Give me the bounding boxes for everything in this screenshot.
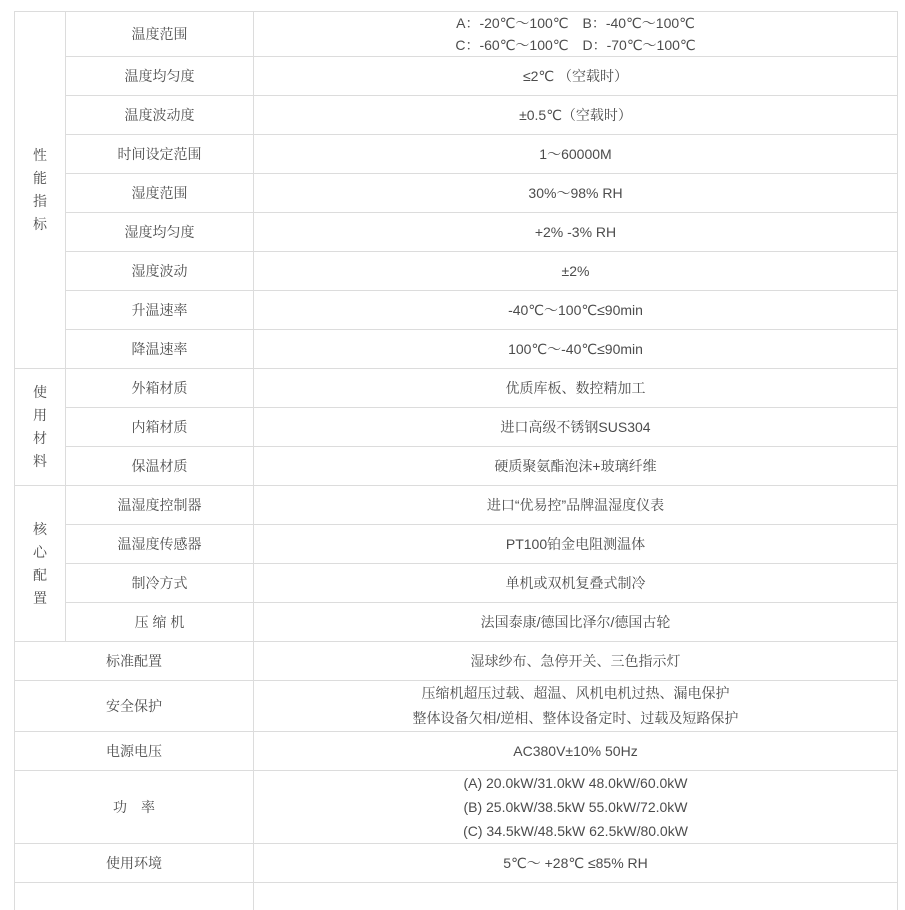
value-cell: 硬质聚氨酯泡沫+玻璃纤维 (254, 447, 898, 486)
table-row (15, 486, 898, 525)
value-line: 压缩机超压过载、超温、风机电机过热、漏电保护 (421, 685, 730, 701)
partial-row (15, 883, 898, 910)
param-label-cell: 温湿度传感器 (66, 525, 254, 564)
value-cell (254, 681, 898, 732)
value-cell: 100℃～-40℃≤90min (254, 330, 898, 369)
category-label: 核心配置 (33, 520, 47, 606)
table-row (15, 369, 898, 408)
param-label-cell: 电源电压 (15, 732, 254, 771)
param-label-cell: 降温速率 (66, 330, 254, 369)
param-label-cell: 温度波动度 (66, 96, 254, 135)
spec-table (14, 11, 898, 910)
param-label-cell: 制冷方式 (66, 564, 254, 603)
value-cell: 进口高级不锈钢SUS304 (254, 408, 898, 447)
param-label-cell: 温度均匀度 (66, 57, 254, 96)
table-row (15, 681, 898, 732)
value-line: 整体设备欠相/逆相、整体设备定时、过载及短路保护 (412, 710, 739, 726)
param-label-cell: 湿度范围 (66, 174, 254, 213)
param-label-cell: 压 缩 机 (66, 603, 254, 642)
value-cell: 1～60000M (254, 135, 898, 174)
param-label-cell: 湿度均匀度 (66, 213, 254, 252)
value-cell: 5℃～ +28℃ ≤85% RH (254, 844, 898, 883)
table-row (15, 174, 898, 213)
value-cell: AC380V±10% 50Hz (254, 732, 898, 771)
param-label-cell (15, 883, 254, 910)
param-label-cell: 标准配置 (15, 642, 254, 681)
table-row (15, 330, 898, 369)
value-line: (C) 34.5kW/48.5kW 62.5kW/80.0kW (463, 823, 688, 839)
value-cell: ±0.5℃（空载时） (254, 96, 898, 135)
table-row (15, 564, 898, 603)
category-cell-performance (15, 12, 66, 369)
table-row (15, 844, 898, 883)
param-label-cell: 功 率 (15, 771, 254, 844)
table-row (15, 213, 898, 252)
param-label-cell: 内箱材质 (66, 408, 254, 447)
table-row (15, 291, 898, 330)
value-cell: 单机或双机复叠式制冷 (254, 564, 898, 603)
value-cell: +2% -3% RH (254, 213, 898, 252)
category-cell-materials (15, 369, 66, 486)
value-cell: 湿球纱布、急停开关、三色指示灯 (254, 642, 898, 681)
table-row (15, 447, 898, 486)
value-line: A：-20℃～100℃ B：-40℃～100℃ (456, 15, 695, 31)
param-label-cell: 外箱材质 (66, 369, 254, 408)
table-row (15, 603, 898, 642)
table-row (15, 57, 898, 96)
param-label-cell: 升温速率 (66, 291, 254, 330)
category-label: 使用材料 (33, 384, 47, 469)
value-cell: 法国泰康/德国比泽尔/德国古轮 (254, 603, 898, 642)
table-row (15, 732, 898, 771)
table-row (15, 642, 898, 681)
value-cell (254, 883, 898, 910)
value-cell: ±2% (254, 252, 898, 291)
table-row (15, 408, 898, 447)
table-row (15, 12, 898, 57)
param-label-cell: 保温材质 (66, 447, 254, 486)
category-label: 性能指标 (33, 147, 47, 232)
param-label-cell: 温度范围 (66, 12, 254, 57)
value-cell: 优质库板、数控精加工 (254, 369, 898, 408)
param-label-cell: 安全保护 (15, 681, 254, 732)
value-cell: 进口“优易控”品牌温湿度仪表 (254, 486, 898, 525)
param-label-cell: 时间设定范围 (66, 135, 254, 174)
table-row (15, 525, 898, 564)
value-cell: PT100铂金电阻测温体 (254, 525, 898, 564)
value-line: (B) 25.0kW/38.5kW 55.0kW/72.0kW (463, 799, 688, 815)
param-label-cell: 湿度波动 (66, 252, 254, 291)
table-row (15, 771, 898, 844)
value-cell (254, 771, 898, 844)
value-cell: 30%～98% RH (254, 174, 898, 213)
table-row (15, 135, 898, 174)
value-cell: -40℃～100℃≤90min (254, 291, 898, 330)
table-row (15, 96, 898, 135)
value-cell: ≤2℃ （空载时） (254, 57, 898, 96)
value-line: (A) 20.0kW/31.0kW 48.0kW/60.0kW (463, 775, 688, 791)
value-cell (254, 12, 898, 57)
value-line: C：-60℃～100℃ D：-70℃～100℃ (455, 37, 696, 53)
param-label-cell: 使用环境 (15, 844, 254, 883)
table-row (15, 252, 898, 291)
param-label-cell: 温湿度控制器 (66, 486, 254, 525)
category-cell-core-config (15, 486, 66, 642)
